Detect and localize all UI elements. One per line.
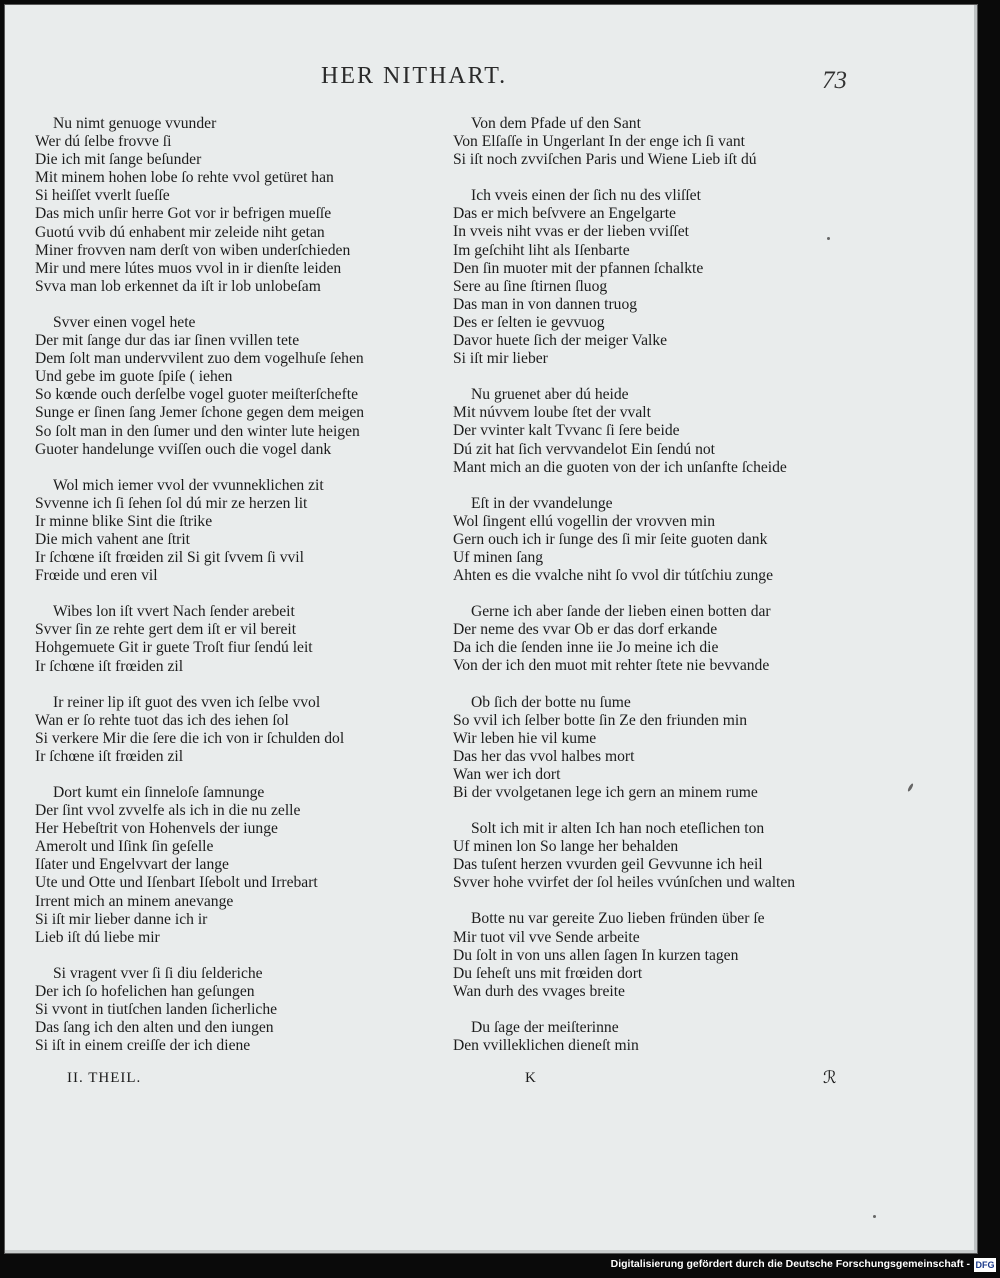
verse-line: Sere au ſine ſtirnen ſluog [453,277,608,295]
verse-line: Mit minem hohen lobe ſo rehte vvol getüret han [35,169,334,187]
verse-line: Und gebe im guote ſpiſe ( iehen [35,368,233,386]
verse-line: Dú zit hat ſich vervvandelot Ein ſendú not [453,440,715,458]
stanza [453,187,858,368]
verse-line: Ir ſchœne iſt frœiden zil Si git ſvvem ſi vvil [35,549,304,567]
page-number: 73 [822,67,847,94]
verse-line: Her Hebeſtrit von Hohenvels der iunge [35,820,278,838]
verse-line: So ſolt man in den ſumer und den winter lute heigen [35,422,360,440]
verse-line: Ob ſich der botte nu ſume [471,693,631,711]
verse-line: Eſt in der vvandelunge [471,494,613,512]
verse-line: Davor huete ſich der meiger Valke [453,332,668,350]
verse-line: Von Elſaſſe in Ungerlant In der enge ich ſi vant [453,133,746,151]
verse-line: Solt ich mit ir alten Ich han noch eteſlichen ton [471,820,765,838]
ink-speck [873,1215,876,1218]
verse-line: Si iſt in einem creiſſe der ich diene [35,1037,251,1055]
verse-line: Du ſolt in von uns allen ſagen In kurzen tagen [453,946,739,964]
stanza [35,694,435,766]
verse-line: Die mich vahent ane ſtrit [35,530,191,548]
verse-line: Wan wer ich dort [453,765,561,783]
verse-line: Das tuſent herzen vvurden geil Gevvunne ich heil [453,856,763,874]
verse-line: Das ſang ich den alten und den iungen [35,1019,274,1037]
verse-line: Svver einen vogel hete [53,313,196,331]
verse-line: Du ſage der meiſterinne [471,1018,619,1036]
verse-line: Das her das vvol halbes mort [453,747,635,765]
verse-line: Wol ſingent ellú vogellin der vrovven min [453,512,716,530]
verse-line: Si vvont in tiutſchen landen ſicherliche [35,1001,278,1019]
dfg-logo: DFG [975,1260,995,1270]
stanza [35,477,435,586]
verse-line: Ute und Otte und Iſenbart Iſebolt und Irrebart [35,874,318,892]
verse-line: Svva man lob erkennet da iſt ir lob unlobeſam [35,277,321,295]
verse-line: Sunge er ſinen ſang Jemer ſchone gegen dem meigen [35,404,365,422]
verse-line: Hohgemuete Git ir guete Troſt fiur ſendú leit [35,639,313,657]
stanza [453,115,858,169]
verse-line: Ahten es die vvalche niht ſo vvol dir tútſchiu zunge [453,567,774,585]
verse-line: Mant mich an die guoten von der ich unſanfte ſcheide [453,458,787,476]
verse-line: Von der ich den muot mit rehter ſtete nie bevvande [453,657,770,675]
ink-speck [907,783,914,792]
verse-line: Den ſin muoter mit der pfannen ſchalkte [453,259,704,277]
verse-line: Nu gruenet aber dú heide [471,386,629,404]
verse-line: Svvenne ich ſi ſehen ſol dú mir ze herzen lit [35,494,308,512]
verse-line: Si iſt mir lieber [453,350,548,368]
verse-line: Miner frovven nam derſt von wiben underſchieden [35,241,351,259]
stanza [35,115,435,296]
verse-line: Si heiſſet vverlt ſueſſe [35,187,170,205]
verse-line: Das man in von dannen truog [453,295,638,313]
verse-line: Dort kumt ein ſinneloſe ſamnunge [53,784,265,801]
verse-line: Mir tuot vil vve Sende arbeite [453,928,640,946]
stanza [453,910,858,1000]
verse-line: Im geſchiht liht als Iſenbarte [453,241,630,259]
verse-line: Ir ſchœne iſt frœiden zil [35,657,184,675]
verse-line: Ir ſchœne iſt frœiden zil [35,747,184,765]
stanza [35,784,435,947]
stanza [35,603,435,675]
verse-line: Wibes lon iſt vvert Nach ſender arebeit [53,603,295,621]
catchword: K [525,1070,536,1086]
verse-line: Si vragent vver ſi ſi diu ſelderiche [53,964,263,982]
book-page [4,4,978,1254]
running-title: HER NITHART. [321,63,508,89]
verse-line: Wan er ſo rehte tuot das ich des iehen ſol [35,711,289,729]
verse-line: In vveis niht vvas er der lieben vviſſet [453,223,690,241]
verse-line: Bi der vvolgetanen lege ich gern an minem rume [453,784,758,801]
verse-line: Dem ſolt man undervvilent zuo dem vogelhuſe ſehen [35,350,364,368]
verse-line: Ich vveis einen der ſich nu des vliſſet [471,187,701,205]
verse-line: Gern ouch ich ir ſunge des ſi mir ſeite guoten dank [453,530,768,548]
verse-line: Guotú vvib dú enhabent mir zeleide niht getan [35,223,325,241]
verse-line: Si iſt noch zvviſchen Paris und Wiene Lieb iſt dú [453,151,757,169]
verse-line: Ir reiner lip iſt guot des vven ich ſelbe vvol [53,693,321,711]
stanza [35,965,435,1055]
verse-line: Der neme des vvar Ob er das dorf erkande [453,621,718,639]
verse-line: Si verkere Mir die ſere die ich von ir ſchulden dol [35,729,345,747]
verse-line: Irrent mich an minem anevange [35,892,234,910]
verse-line: Si iſt mir lieber danne ich ir [35,910,208,928]
verse-line: Mit núvvem loube ſtet der vvalt [453,404,651,422]
verse-line: Wer dú ſelbe frovve ſi [35,133,172,151]
verse-line: Das er mich beſvvere an Engelgarte [453,205,676,223]
verse-line: Wol mich iemer vvol der vvunneklichen zit [53,476,324,494]
stanza [453,694,858,803]
verse-line: Mir und mere lútes muos vvol in ir dienſte leiden [35,259,342,277]
verse-line: Botte nu var gereite Zuo lieben fründen über ſe [471,910,765,928]
verse-line: Der ſint vvol zvvelfe als ich in die nu zelle [35,802,301,820]
stanza [453,603,858,675]
verse-line: Frœide und eren vil [35,567,158,585]
stanza [453,820,858,892]
ink-speck [827,237,830,240]
signature-mark: II. THEIL. [67,1070,142,1086]
verse-line: Nu nimt genuoge vvunder [53,115,217,132]
stanza [453,1019,858,1055]
signature-symbol: ℛ [823,1068,837,1087]
verse-line: Iſater und Engelvvart der lange [35,856,229,874]
verse-line: Guoter handelunge vviſſen ouch die vogel dank [35,440,332,458]
verse-line: Ir minne blike Sint die ſtrike [35,512,213,530]
stanza [35,314,435,459]
stanza [453,386,858,476]
verse-line: Uf minen ſang [453,548,544,566]
right-column [453,115,858,1055]
stanza [453,495,858,585]
left-column [35,115,435,1055]
verse-line: Des er ſelten ie gevvuog [453,313,605,331]
verse-line: Der mit ſange dur das iar ſinen vvillen tete [35,332,300,350]
verse-line: Svver ſin ze rehte gert dem iſt er vil bereit [35,621,297,639]
verse-line: Den vvilleklichen dieneſt min [453,1037,639,1055]
verse-line: Da ich die ſenden inne iie Jo meine ich die [453,639,719,657]
verse-line: Gerne ich aber ſande der lieben einen botten dar [471,603,771,621]
verse-line: Die ich mit ſange beſunder [35,151,202,169]
verse-line: Das mich unſir herre Got vor ir befrigen mueſſe [35,205,332,223]
verse-line: Der vvinter kalt Tvvanc ſi ſere beide [453,422,680,440]
verse-line: Amerolt und Iſink ſin geſelle [35,838,214,856]
verse-line: Von dem Pfade uf den Sant [471,115,641,132]
verse-line: Lieb iſt dú liebe mir [35,928,160,946]
verse-line: Uf minen lon So lange her behalden [453,838,679,856]
verse-line: Wan durh des vvages breite [453,982,625,1000]
verse-line: So vvil ich ſelber botte ſin Ze den friunden min [453,711,748,729]
verse-line: Svver hohe vvirfet der ſol heiles vvúnſchen und walten [453,874,796,892]
verse-line: Der ich ſo hofelichen han geſungen [35,982,255,1000]
verse-line: Wir leben hie vil kume [453,729,597,747]
verse-line: Du ſeheſt uns mit frœiden dort [453,964,643,982]
verse-line: So kœnde ouch derſelbe vogel guoter meiſterſchefte [35,386,359,404]
digitization-credit: Digitalisierung gefördert durch die Deutsche Forschungsgemeinschaft - [610,1258,970,1270]
